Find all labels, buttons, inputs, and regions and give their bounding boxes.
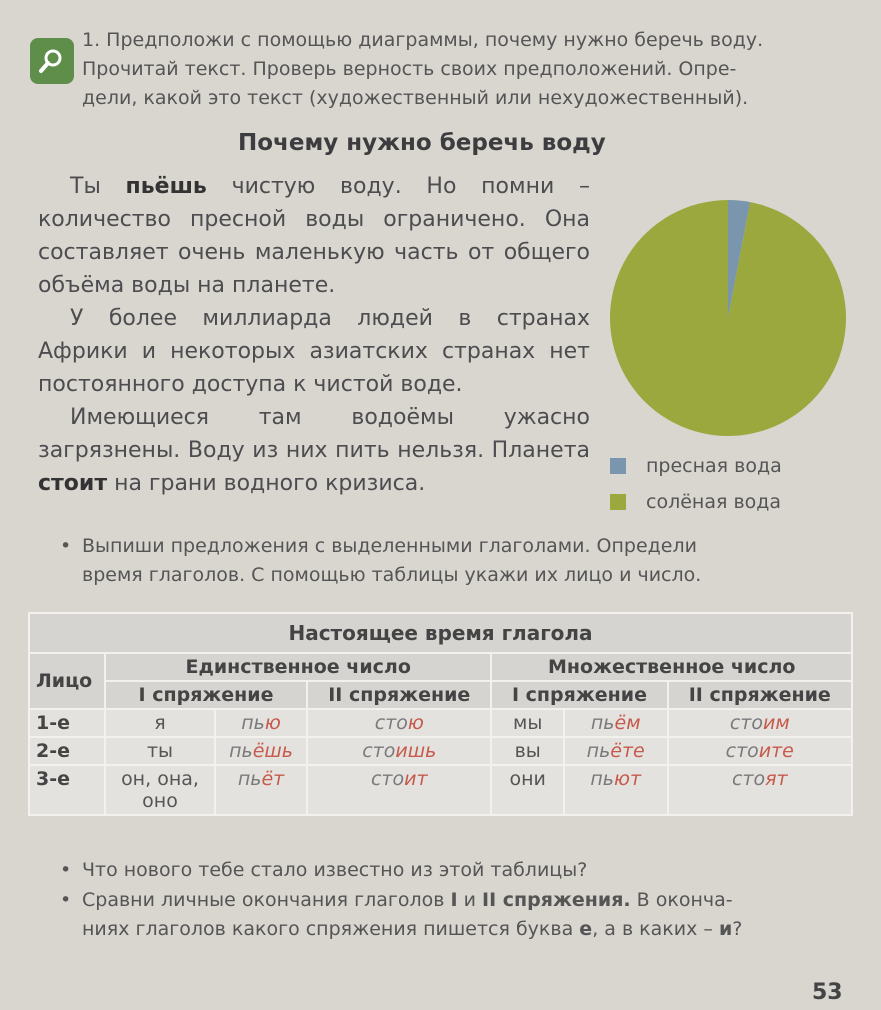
singular-header: Единственное число [105, 653, 491, 681]
verb-ending: ю [407, 712, 424, 734]
verb-stem: сто [731, 768, 766, 790]
bullet-line [60, 915, 860, 944]
verb-stem: пь [237, 768, 262, 790]
text-fragment: , а в каких – [592, 918, 719, 940]
verb-cell [307, 709, 491, 737]
verb-cell [564, 709, 668, 737]
legend-item-salt [610, 484, 782, 520]
face-cell: 3-е [29, 765, 105, 815]
bullet-task-1 [60, 532, 860, 590]
text-fragment: и [457, 889, 483, 911]
bullet-text: Что нового тебе стало известно из этой таблицы? [82, 859, 588, 881]
verb-stem: пь [586, 740, 611, 762]
bullet-text: Выпиши предложения с выделенными глаголами. Определи [82, 535, 697, 557]
text-fragment: ? [732, 918, 743, 940]
verb-cell [668, 709, 852, 737]
verb-ending: ём [614, 712, 641, 734]
task-line-1: 1. Предположи с помощью диаграммы, почему нужно беречь воду. [82, 29, 764, 51]
verb-cell [564, 765, 668, 815]
present-tense-table [28, 612, 853, 816]
verb-ending: ёшь [252, 740, 293, 762]
task-instructions [82, 26, 852, 113]
verb-cell [307, 737, 491, 765]
verb-stem: пь [241, 712, 265, 734]
legend-label-fresh: пресная вода [646, 455, 782, 477]
verb-ending: ят [765, 768, 788, 790]
pronoun-cell: ты [105, 737, 215, 765]
plural-header: Множественное число [491, 653, 852, 681]
text-fragment: чистую воду. Но помни – количество пресной воды ограничено. Она составляет очень маленькую часть от общего объёма воды на планете. [38, 174, 590, 298]
bold-fragment: I [450, 889, 458, 911]
verb-ending: ите [758, 740, 794, 762]
task-icon [30, 38, 74, 84]
bullet-dot: • [60, 889, 72, 911]
verb-stem: пь [590, 712, 615, 734]
pronoun-cell: я [105, 709, 215, 737]
verb-stem: пь [229, 740, 253, 762]
page-number: 53 [812, 980, 843, 1005]
verb-cell [564, 737, 668, 765]
face-header: Лицо [29, 653, 105, 709]
verb-stem: сто [374, 712, 408, 734]
pronoun-cell: мы [491, 709, 563, 737]
pronoun-cell: он, она, оно [105, 765, 215, 815]
reading-paragraph-1 [38, 170, 590, 302]
verb-ending: ю [264, 712, 281, 734]
highlighted-verb: пьёшь [125, 174, 207, 199]
bold-fragment: и [718, 918, 733, 940]
table-row [29, 709, 852, 737]
face-cell: 2-е [29, 737, 105, 765]
verb-cell [668, 737, 852, 765]
verb-ending: ют [613, 768, 642, 790]
bullet-line [60, 886, 860, 915]
reading-heading: Почему нужно беречь воду [238, 130, 606, 156]
task-line-2: Прочитай текст. Проверь верность своих предположений. Опре- [82, 58, 737, 80]
verb-cell [307, 765, 491, 815]
bullet-task-3 [60, 886, 860, 944]
verb-ending: ит [404, 768, 428, 790]
legend-swatch-fresh [610, 458, 626, 474]
verb-stem: сто [370, 768, 405, 790]
legend-label-salt: солёная вода [646, 491, 782, 513]
table-row [29, 765, 852, 815]
chart-legend [610, 448, 782, 520]
task-line-3: дели, какой это текст (художественный или нехудожественный). [82, 87, 749, 109]
verb-cell [215, 709, 307, 737]
pie-svg [608, 198, 848, 438]
text-fragment: В оконча- [630, 889, 733, 911]
verb-ending: ишь [395, 740, 437, 762]
pie-slice-salt-water [610, 200, 846, 436]
reading-text [38, 170, 590, 500]
table-row [29, 737, 852, 765]
table-title: Настоящее время глагола [29, 613, 852, 653]
text-fragment: Ты [70, 174, 126, 199]
verb-stem: пь [590, 768, 614, 790]
verb-cell [668, 765, 852, 815]
legend-swatch-salt [610, 494, 626, 510]
pronoun-cell: они [491, 765, 563, 815]
verb-cell [215, 765, 307, 815]
verb-cell [215, 737, 307, 765]
bold-fragment: е [579, 918, 593, 940]
face-cell: 1-е [29, 709, 105, 737]
verb-ending: ёт [261, 768, 285, 790]
plural-conj1-header: I спряжение [491, 681, 667, 709]
text-fragment: на грани водного кризиса. [107, 471, 426, 496]
text-fragment: ниях глаголов какого спряжения пишется буква [82, 918, 580, 940]
legend-item-fresh [610, 448, 782, 484]
bullet-line [60, 532, 860, 561]
reading-paragraph-2: У более миллиарда людей в странах Африки и некоторых азиатских странах нет постоянного доступа к чистой воде. [38, 306, 590, 397]
bullet-dot: • [60, 535, 72, 557]
plural-conj2-header: II спряжение [668, 681, 852, 709]
water-pie-chart [608, 198, 848, 438]
magnifier-icon [37, 46, 67, 76]
singular-conj2-header: II спряжение [307, 681, 491, 709]
highlighted-verb: стоит [38, 471, 108, 496]
bullet-line: время глаголов. С помощью таблицы укажи их лицо и число. [82, 564, 702, 586]
pronoun-cell: вы [491, 737, 563, 765]
text-fragment: Имеющиеся там водоёмы ужасно загрязнены. Воду из них пить нельзя. Планета [38, 405, 590, 463]
singular-conj1-header: I спряжение [105, 681, 307, 709]
bullet-task-2 [60, 856, 860, 885]
bullet-dot: • [60, 859, 72, 881]
verb-stem: сто [729, 712, 763, 734]
verb-stem: сто [362, 740, 396, 762]
reading-paragraph-3 [38, 401, 590, 500]
verb-ending: им [762, 712, 790, 734]
bold-fragment: II спряжения. [482, 889, 631, 911]
text-fragment: Сравни личные окончания глаголов [82, 889, 451, 911]
verb-ending: ёте [610, 740, 645, 762]
verb-stem: сто [725, 740, 759, 762]
